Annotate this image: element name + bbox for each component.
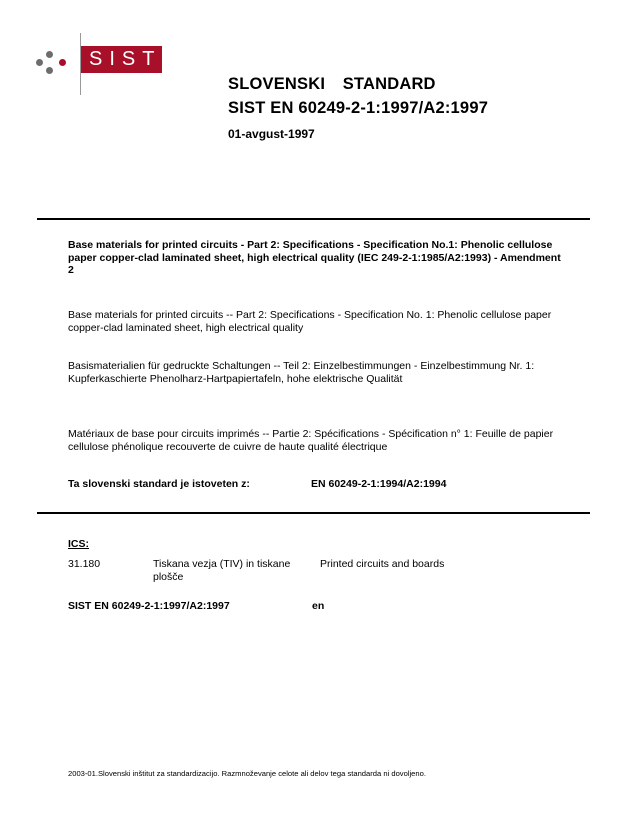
ics-code: 31.180 — [68, 558, 101, 570]
copyright-footer: 2003-01.Slovenski inštitut za standardizacijo. Razmnoževanje celote ali delov tega standarda ni dovoljeno. — [68, 769, 426, 778]
divider-top — [37, 218, 590, 220]
logo-dot-bottom — [46, 67, 53, 74]
standard-type-heading: SLOVENSKI STANDARD — [228, 75, 436, 93]
ics-slovene: Tiskana vezja (TIV) in tiskane plošče — [153, 558, 291, 583]
ics-label: ICS: — [68, 538, 89, 550]
identical-value: EN 60249-2-1:1994/A2:1994 — [311, 478, 447, 490]
logo-dot-left — [36, 59, 43, 66]
logo-dot-top — [46, 51, 53, 58]
standard-date: 01-avgust-1997 — [228, 127, 315, 141]
title-french: Matériaux de base pour circuits imprimés -- Partie 2: Spécifications - Spécification n° 1: Feuille de papier cellulose phénolique recouverte de cuivre de haute qualité électrique — [68, 428, 554, 453]
reference-code: SIST EN 60249-2-1:1997/A2:1997 — [68, 600, 230, 612]
title-english: Base materials for printed circuits -- Part 2: Specifications - Specification No. 1: Phenolic cellulose paper copper-clad laminated sheet, high electrical quality — [68, 309, 552, 334]
title-main: Base materials for printed circuits - Part 2: Specifications - Specification No.1: Phenolic cellulose paper copper-clad laminated sheet, high electrical quality (IEC 249-2-1:1985/A2:1993) - Amendment 2 — [68, 239, 561, 276]
title-german: Basismaterialien für gedruckte Schaltungen -- Teil 2: Einzelbestimmungen - Einzelbestimmung Nr. 1: Kupferkaschierte Phenolharz-Hartpapiertafeln, hohe elektrische Qualität — [68, 360, 535, 385]
identical-label: Ta slovenski standard je istoveten z: — [68, 478, 250, 490]
logo-dot-red — [59, 59, 66, 66]
standard-code-heading: SIST EN 60249-2-1:1997/A2:1997 — [228, 99, 489, 117]
ics-english: Printed circuits and boards — [320, 558, 445, 570]
logo-text-box: SIST — [81, 46, 162, 73]
reference-language: en — [312, 600, 325, 612]
divider-bottom — [37, 512, 590, 514]
